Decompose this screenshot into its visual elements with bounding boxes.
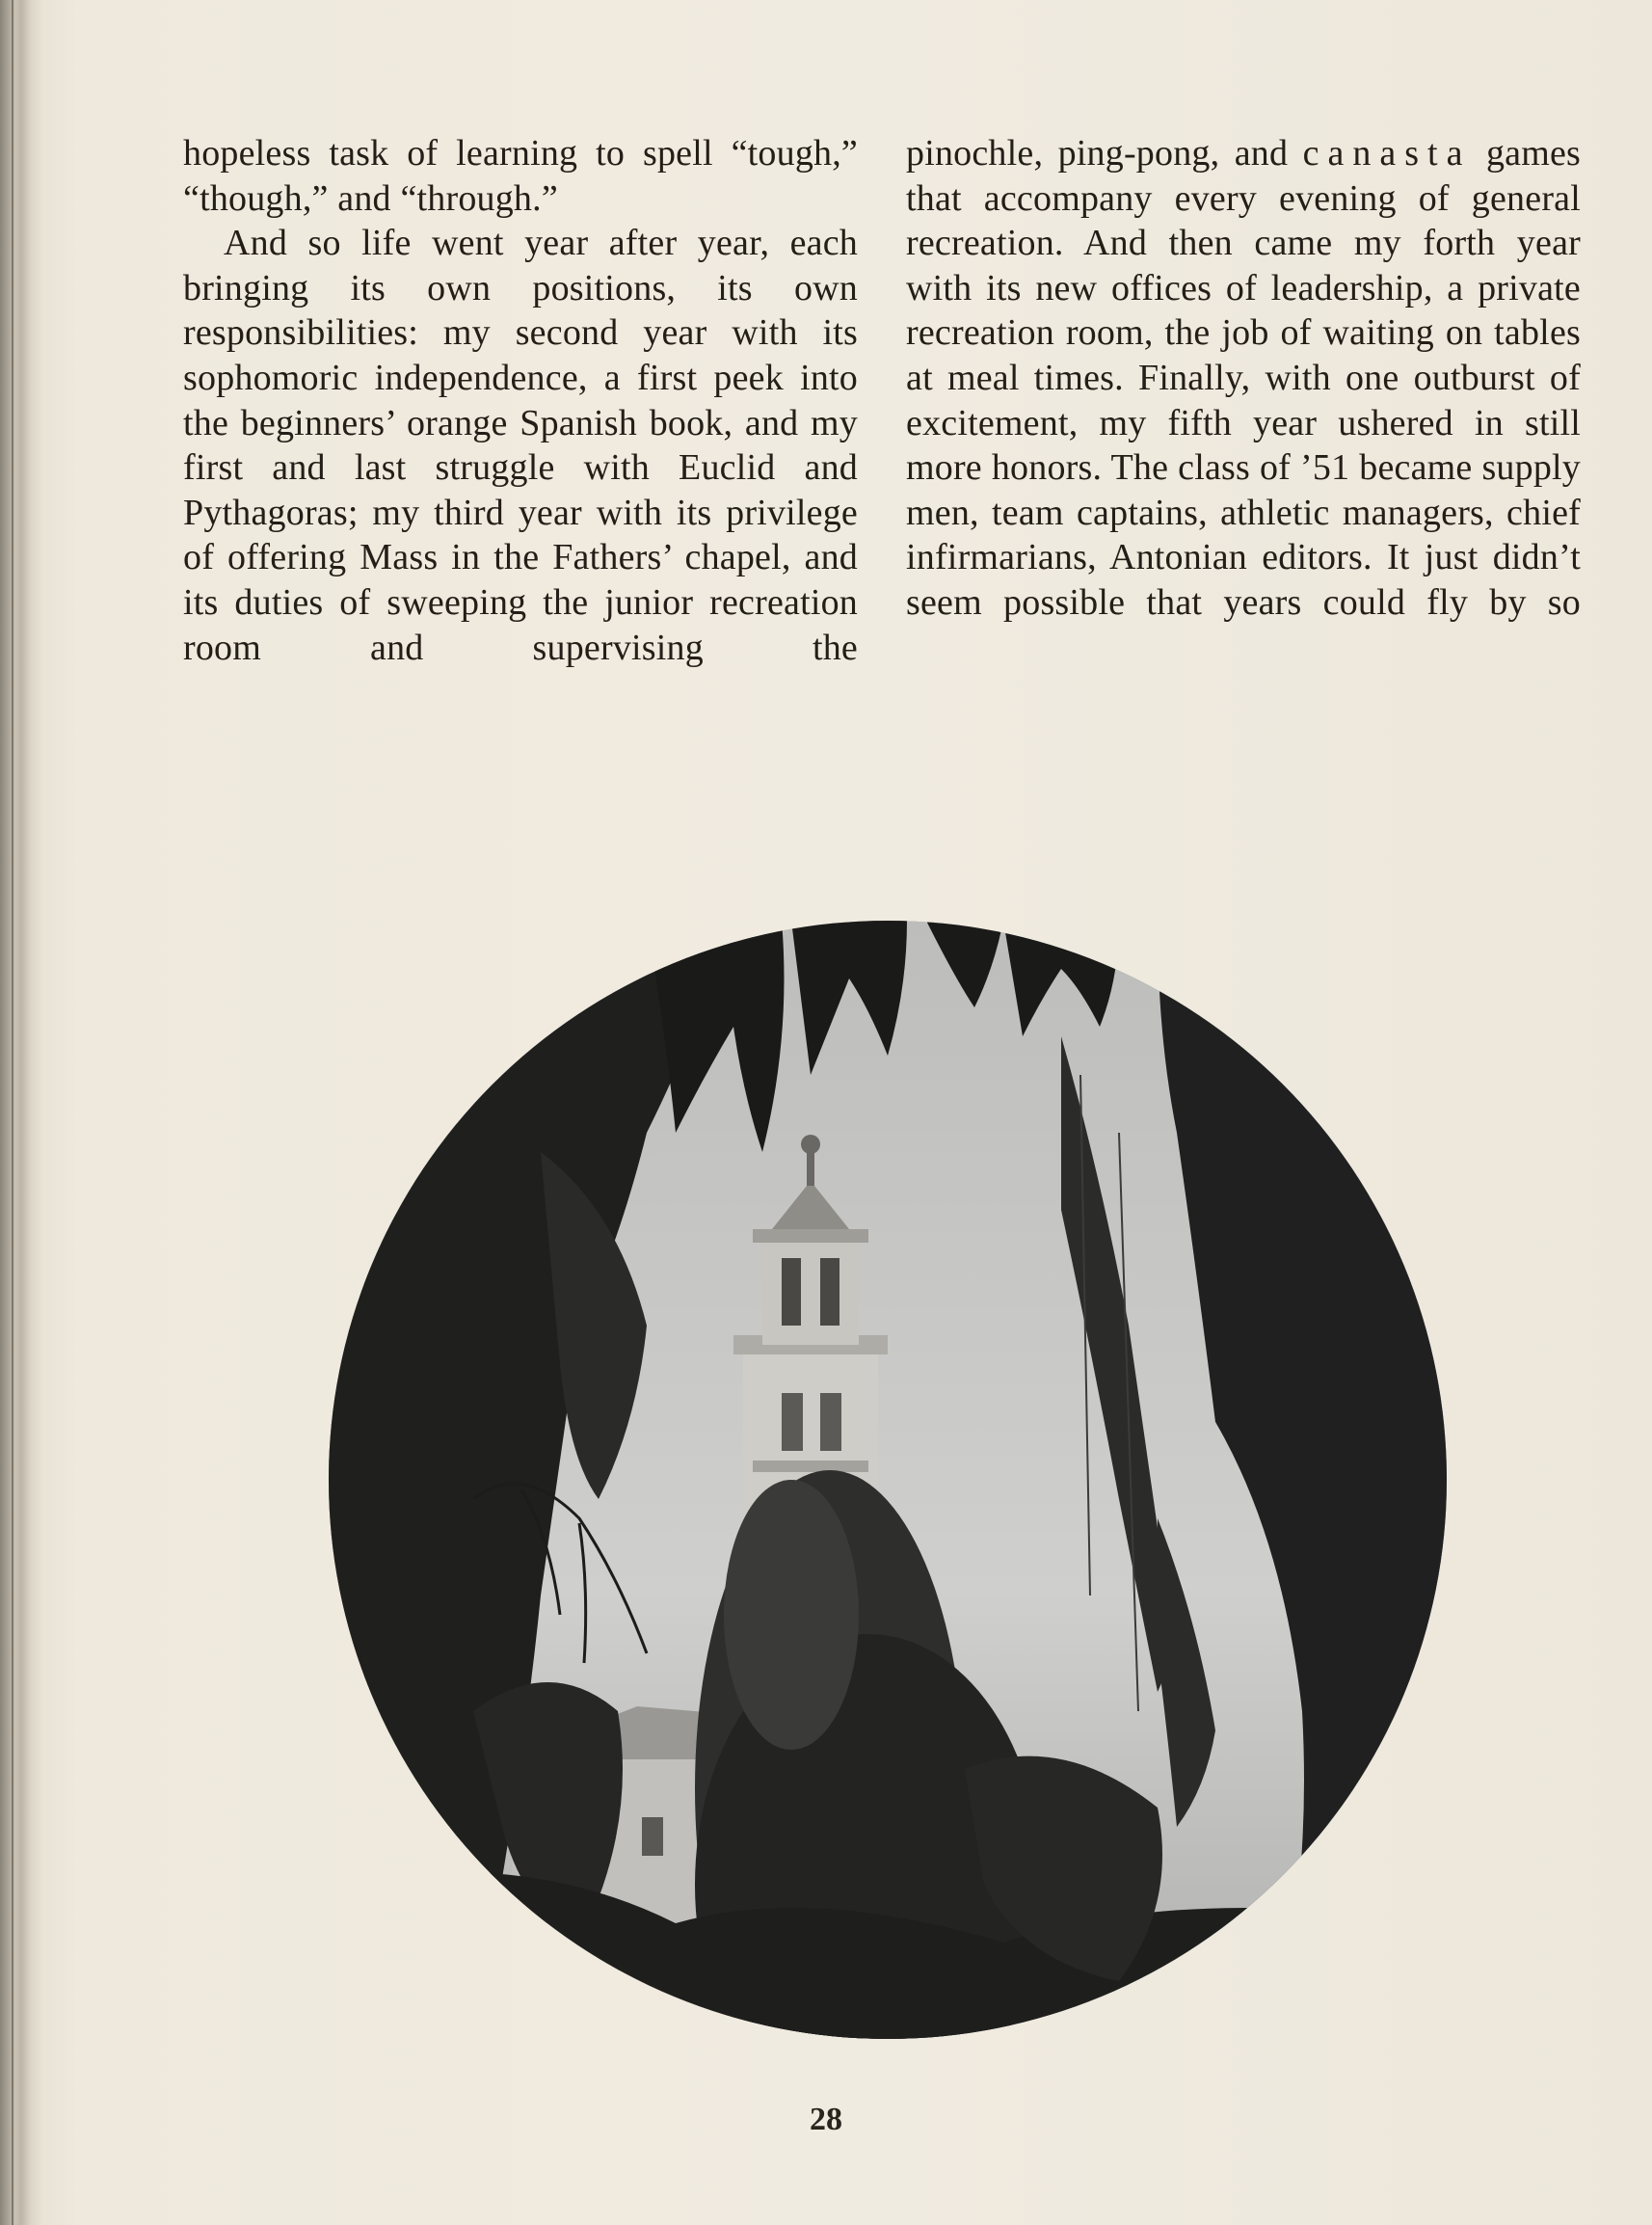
right-rest: games that accompany every evening of general recreation. And then came my forth year with its new offices of leadership, a private recreation room, the job of waiting on tables at meal times. Finally, with one outburst of excitement, my fifth year ushered in still more honors. The class of ’51 became supply men, team captains, athletic managers, chief infirmarians, Antonian editors. It just didn’t seem possible that years could fly by so	[906, 133, 1582, 623]
right-lead: pinochle, ping-pong, and	[906, 133, 1289, 174]
left-column	[183, 131, 858, 670]
left-paragraph-1: hopeless task of learning to spell “tough,” “though,” and “through.”	[183, 133, 858, 219]
right-column	[906, 131, 1581, 626]
circular-photograph	[329, 921, 1447, 2039]
page-number: 28	[810, 2102, 842, 2137]
spaced-word: canasta	[1302, 133, 1472, 174]
left-paragraph-2: And so life went year after year, each bringing its own positions, its own responsibilities: my second year with its sophomoric independence, a first peek into the beginners’ orange Spanish book, and my first and last struggle with Euclid and Pythagoras; my third year with its privilege of offering Mass in the Fathers’ chapel, and its duties of sweeping the junior recreation room and supervising the	[183, 223, 858, 668]
right-paragraph	[906, 131, 1581, 626]
photo-illustration	[329, 921, 1447, 2039]
book-binding	[0, 0, 42, 2225]
